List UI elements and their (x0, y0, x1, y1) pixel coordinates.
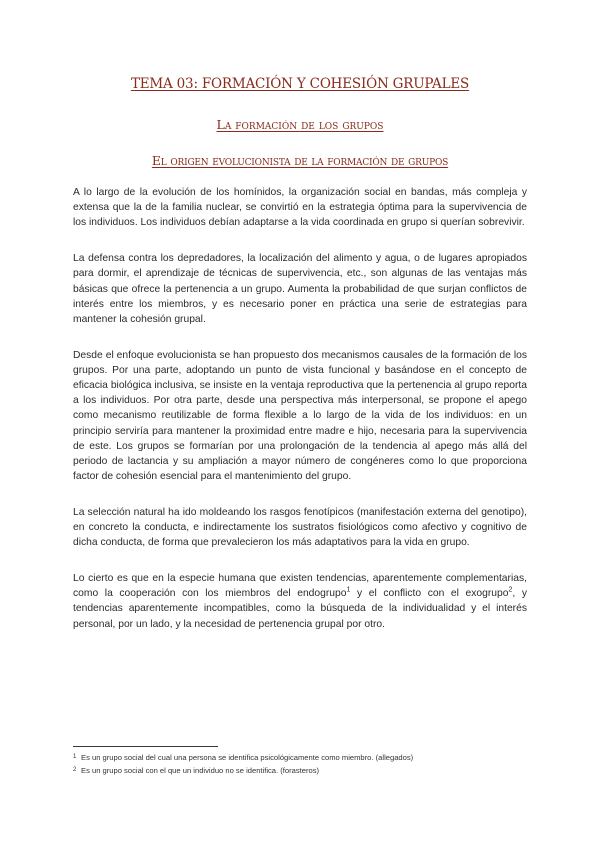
paragraph-4: La selección natural ha ido moldeando los rasgos fenotípicos (manifestación externa del genotipo), en concreto la conducta, e indirectamente los sustratos fisiológicos como afectivo y cognitivo de dicha conducta, de forma que prevalecieron los más adaptativos para la vida en grupo. (73, 506, 527, 549)
footnote-number: 1 (73, 754, 77, 760)
paragraph-3: Desde el enfoque evolucionista se han propuesto dos mecanismos causales de la formación de los grupos. Por una parte, adoptando un punto de vista funcional y basándose en el concepto de eficacia biológica inclusiva, se insiste en la ventaja reproductiva que la pertenencia al grupo reporta a los individuos. Por otra parte, desde una perspectiva más interpersonal, se propone el apego como mecanismo reutilizable de forma flexible a lo largo de la vida de los individuos: en un principio serviría para mantener la proximidad entre madre e hijo, necesaria para la supervivencia de este. Los grupos se formarían por una prolongación de la tendencia al apego más allá del periodo de lactancia y su ampliación a mayor número de congéneres como lo que proporciona factor de cohesión esencial para el mantenimiento del grupo. (73, 349, 527, 483)
section-heading: La formación de los grupos (216, 117, 384, 132)
paragraph-2: La defensa contra los depredadores, la localización del alimento y agua, o de lugares apropiados para dormir, el aprendizaje de técnicas de supervivencia, etc., son algunas de las ventajas más básicas que ofrece la pertenencia a un grupo. Aumenta la probabilidad de que surjan conflictos de interés entre los miembros, y es necesario poner en práctica una serie de estrategias para mantener la cohesión grupal. (73, 253, 527, 325)
footnote-ref-2[interactable]: 2 (508, 586, 513, 594)
footnote-text: Es un grupo social del cual una persona se identifica psicológicamente como miembro. (allegados) (81, 753, 414, 762)
footnotes (73, 752, 543, 777)
paragraph-1: A lo largo de la evolución de los homínidos, la organización social en bandas, más compleja y extensa que la de la familia nuclear, se convirtió en la estrategia óptima para la supervivencia de los individuos. Los individuos debían adaptarse a la vida coordinada en grupo si querían sobrevivir. (73, 187, 527, 229)
paragraph-5-text-c: , y tendencias aparentemente incompatibles, como la búsqueda de la individualidad y el interés personal, por un lado, y la necesidad de pertenencia grupal por otro. (73, 588, 528, 630)
footnote-text: Es un grupo social con el que un individuo no se identifica. (forasteros) (81, 765, 320, 775)
footnote-1 (73, 752, 543, 765)
footnote-2 (73, 765, 543, 778)
body-text (73, 185, 527, 652)
paragraph-5 (73, 571, 527, 632)
footnote-divider (73, 746, 218, 747)
page-title: TEMA 03: FORMACIÓN Y COHESIÓN GRUPALES (130, 76, 470, 92)
footnote-ref-1[interactable]: 1 (346, 586, 351, 594)
paragraph-5-text-b: y el conflicto con el exogrupo (350, 588, 509, 600)
paragraph-5-text-a: Lo cierto es que en la especie humana que existen tendencias, aparentemente complementarias, como la cooperación con los miembros del endogrupo (73, 573, 527, 600)
subsection-heading: El origen evolucionista de la formación de grupos (151, 153, 449, 168)
footnote-number: 2 (73, 766, 77, 773)
